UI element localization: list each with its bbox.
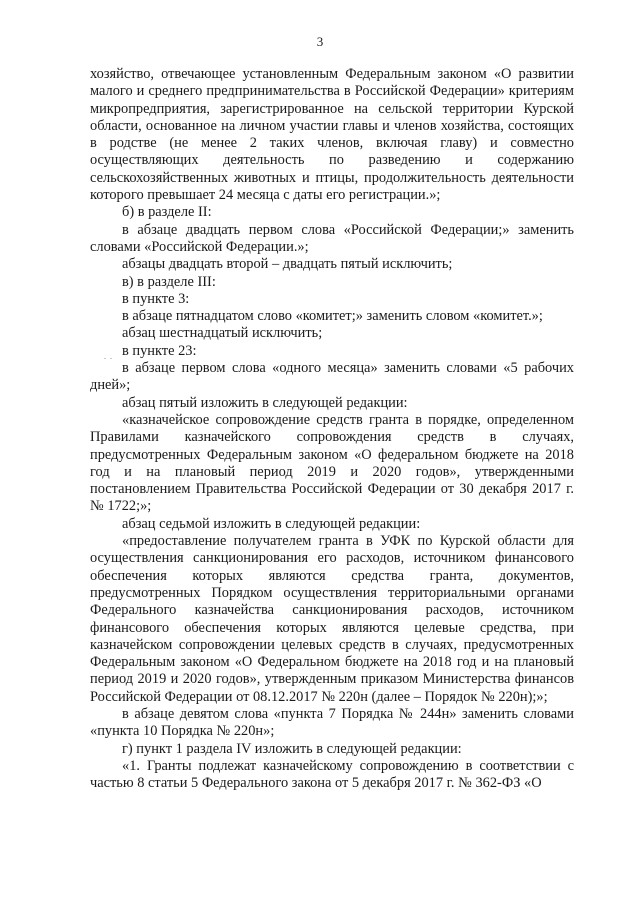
paragraph: в абзаце первом слова «одного месяца» заменить словами «5 рабочих дней»;	[90, 360, 574, 394]
paragraph: «казначейское сопровождение средств гранта в порядке, определенном Правилами казначейского сопровождения средств в случаях, предусмотренных Федеральным законом «О федеральном бюджете на 2018 год и на плановый период 2019 и 2020 годов», утвержденными постановлением Правительства Российской Федерации от 30 декабря 2017 г. № 1722;»;	[90, 411, 574, 515]
paragraph: б) в разделе II:	[122, 204, 212, 221]
paragraph: в) в разделе III:	[122, 273, 216, 290]
document-body	[90, 66, 574, 792]
paragraph: хозяйство, отвечающее установленным Федеральным законом «О развитии малого и среднего предпринимательства в Российской Федерации» критериям микропредприятия, зарегистрированное на сельской территории Курской области, основанное на личном участии главы и членов хозяйства, состоящих в родстве (не менее 2 таких членов, включая главу) и совместно осуществляющих деятельность по разведению и содержанию сельскохозяйственных животных и птицы, продолжительность деятельности которого превышает 24 месяца с даты его регистрации.»;	[90, 66, 574, 204]
paragraph: абзац пятый изложить в следующей редакции:	[122, 394, 408, 411]
paragraph: абзац шестнадцатый исключить;	[122, 325, 323, 342]
paragraph: в абзаце девятом слова «пункта 7 Порядка № 244н» заменить словами «пункта 10 Порядка № 220н»;	[90, 705, 574, 740]
paragraph: в абзаце пятнадцатом слово «комитет;» заменить словом «комитет.»;	[122, 308, 543, 325]
paragraph: абзац седьмой изложить в следующей редакции:	[122, 515, 421, 532]
paragraph: абзацы двадцать второй – двадцать пятый исключить;	[122, 256, 453, 273]
paragraph: «1. Гранты подлежат казначейскому сопровождению в соответствии с частью 8 статьи 5 Федерального закона от 5 декабря 2017 г. № 362-ФЗ «О	[90, 757, 574, 792]
page-number: 3	[316, 34, 324, 49]
paragraph: в абзаце двадцать первом слова «Российской Федерации;» заменить словами «Российской Федерации.»;	[90, 221, 574, 255]
paragraph: в пункте 3:	[122, 290, 190, 307]
paragraph: в пункте 23:	[122, 342, 197, 359]
scan-artifact-dots-icon: . .	[104, 352, 113, 361]
paragraph: «предоставление получателем гранта в УФК по Курской области для осуществления санкционирования его расходов, источником финансового обеспечения которых являются средства гранта, документов, предусмотренных Порядком осуществления территориальными органами Федерального казначейства санкционирования расходов, источником финансового обеспечения которых являются целевые средства, при казначейском сопровождении целевых средств в случаях, предусмотренных Федеральным законом «О Федеральном бюджете на 2018 год и на плановый период 2019 и 2020 годов», утвержденным приказом Министерства финансов Российской Федерации от 08.12.2017 № 220н (далее – Порядок № 220н);»;	[90, 533, 574, 705]
paragraph: г) пункт 1 раздела IV изложить в следующей редакции:	[122, 740, 462, 757]
